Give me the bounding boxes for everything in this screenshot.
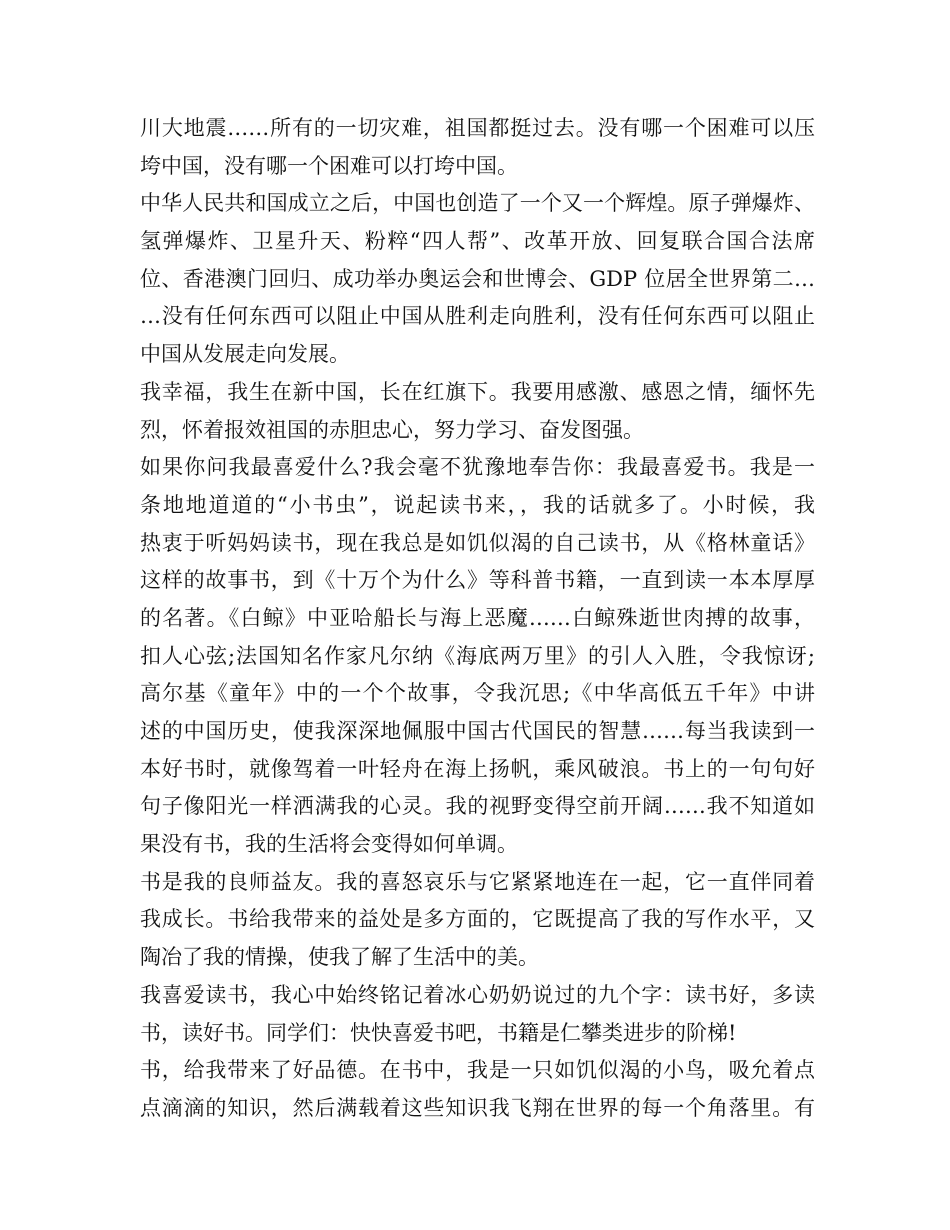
text-line: …没有任何东西可以阻止中国从胜利走向胜利，没有任何东西可以阻止	[140, 304, 815, 329]
text-line: 高尔基《童年》中的一个个故事，令我沉思;《中华高低五千年》中讲	[140, 681, 815, 706]
text-line: 热衷于听妈妈读书，现在我总是如饥似渴的自己读书，从《格林童话》	[140, 530, 815, 555]
text-line: 中华人民共和国成立之后，中国也创造了一个又一个辉煌。原子弹爆炸、	[140, 191, 815, 216]
text-line: 垮中国，没有哪一个困难可以打垮中国。	[140, 153, 518, 178]
text-line: 我成长。书给我带来的益处是多方面的，它既提高了我的写作水平，又	[140, 907, 815, 932]
text-line: 的名著。《白鲸》中亚哈船长与海上恶魔……白鲸殊逝世肉搏的故事，	[140, 605, 815, 630]
text-line: 烈，怀着报效祖国的赤胆忠心，努力学习、奋发图强。	[140, 417, 644, 442]
text-line: 如果你问我最喜爱什么?我会毫不犹豫地奉告你：我最喜爱书。我是一	[140, 455, 815, 480]
text-line: 位、香港澳门回归、成功举办奥运会和世博会、GDP 位居全世界第二…	[140, 266, 815, 291]
document-body	[140, 110, 815, 1128]
text-line: 这样的故事书，到《十万个为什么》等科普书籍，一直到读一本本厚厚	[140, 568, 815, 593]
text-line: 书，给我带来了好品德。在书中，我是一只如饥似渴的小鸟，吸允着点	[140, 1058, 815, 1083]
text-line: 川大地震……所有的一切灾难，祖国都挺过去。没有哪一个困难可以压	[140, 116, 815, 140]
text-line: 陶冶了我的情操，使我了解了生活中的美。	[140, 945, 539, 970]
text-line: 氢弹爆炸、卫星升天、粉粹“四人帮”、改革开放、回复联合国合法席	[140, 229, 815, 254]
text-line: 果没有书，我的生活将会变得如何单调。	[140, 832, 518, 857]
text-line: 书是我的良师益友。我的喜怒哀乐与它紧紧地连在一起，它一直伴同着	[140, 869, 815, 894]
text-line: 我幸福，我生在新中国，长在红旗下。我要用感激、感恩之情，缅怀先	[140, 379, 815, 404]
text-line: 点滴滴的知识，然后满载着这些知识我飞翔在世界的每一个角落里。有	[140, 1095, 815, 1120]
text-line: 条地地道道的“小书虫”，说起读书来，，我的话就多了。小时候，我	[140, 492, 815, 517]
text-line: 书，读好书。同学们：快快喜爱书吧，书籍是仁攀类进步的阶梯!	[140, 1020, 737, 1045]
text-line: 我喜爱读书，我心中始终铭记着冰心奶奶说过的九个字：读书好，多读	[140, 982, 815, 1007]
text-line: 句子像阳光一样洒满我的心灵。我的视野变得空前开阔……我不知道如	[140, 794, 815, 819]
text-line: 中国从发展走向发展。	[140, 342, 350, 367]
text-line: 述的中国历史，使我深深地佩服中国古代国民的智慧……每当我读到一	[140, 719, 815, 743]
text-line: 本好书时，就像驾着一叶轻舟在海上扬帆，乘风破浪。书上的一句句好	[140, 756, 815, 781]
text-line: 扣人心弦;法国知名作家凡尔纳《海底两万里》的引人入胜，令我惊讶;	[140, 643, 815, 668]
